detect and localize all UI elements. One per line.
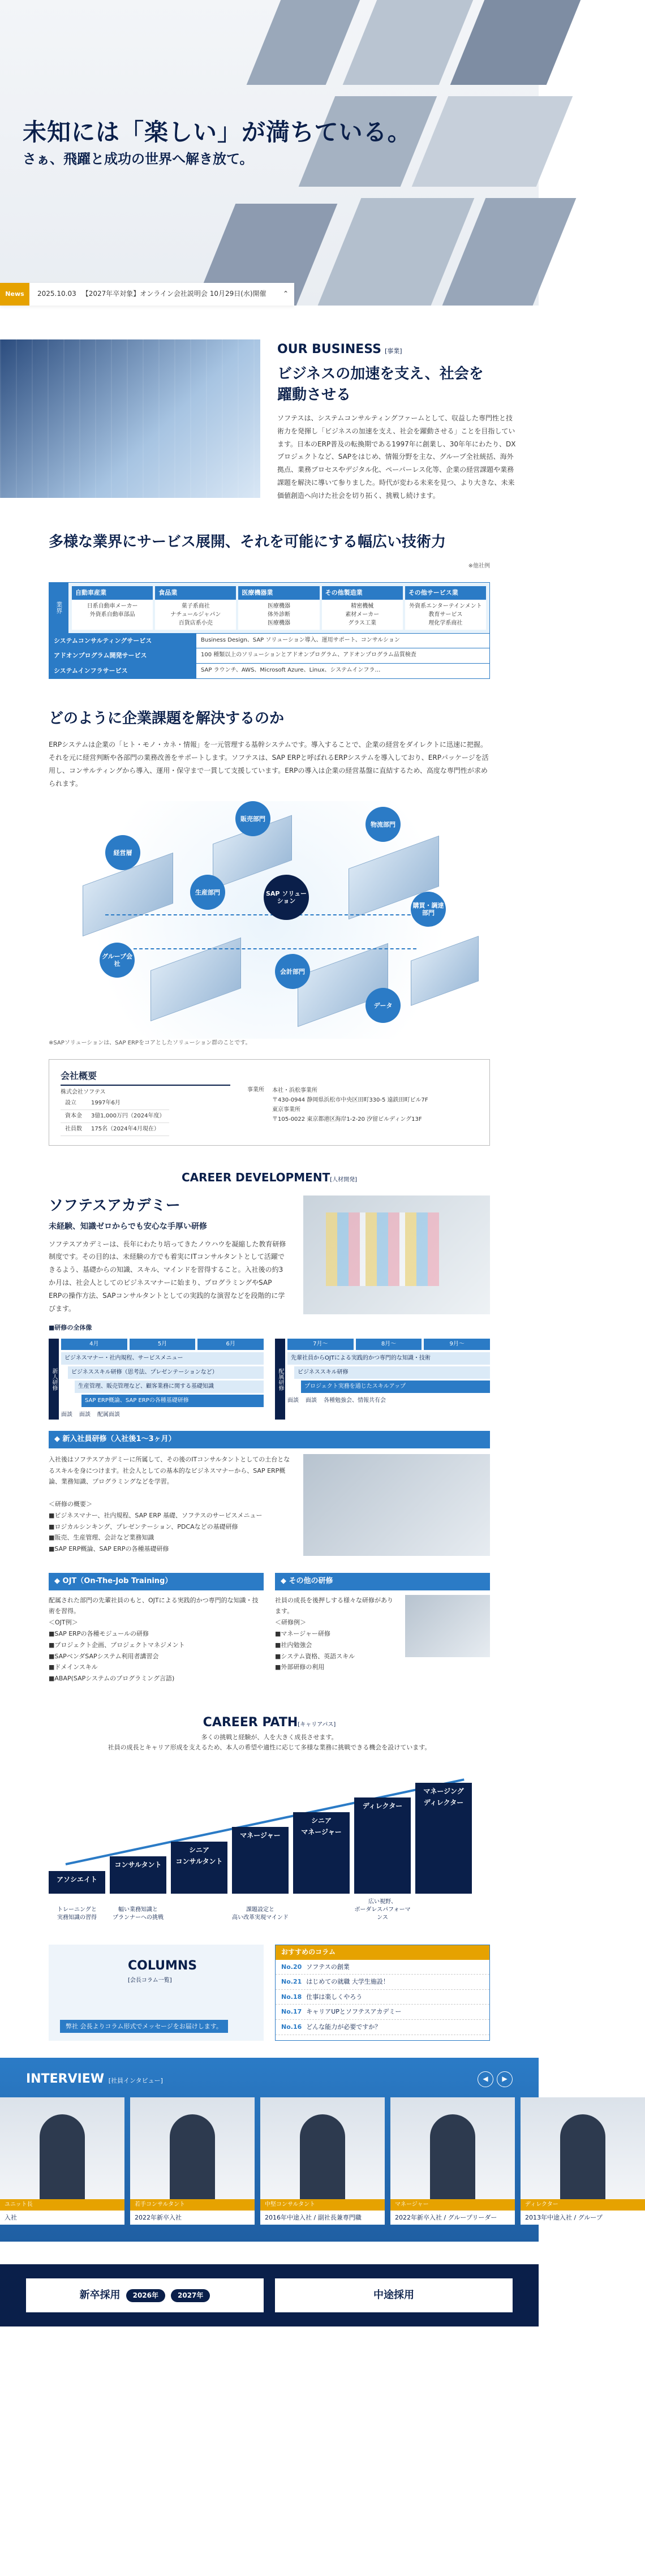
career-step <box>171 1842 227 1894</box>
company-row-value: 175名（2024年4月現在） <box>87 1123 169 1136</box>
career-path-section <box>49 1713 490 1933</box>
other-training-image <box>405 1595 490 1657</box>
interview-year: 2022年新卒入社 <box>135 2213 182 2221</box>
prev-arrow-icon[interactable]: ◀ <box>478 2071 493 2087</box>
tech-title: 多様な業界にサービス展開、それを可能にする幅広い技術力 <box>49 533 446 551</box>
schedule-foot-item: 面談 <box>287 1397 299 1404</box>
career-step-title: マネージング ディレクター <box>423 1787 464 1807</box>
service-label: アドオンプログラム開発サービス <box>49 648 196 663</box>
interview-photo <box>0 2097 124 2199</box>
column-item[interactable] <box>276 1975 489 1990</box>
company-card <box>49 1059 490 1146</box>
training-bar: 先輩社員からOJTによる実践的かつ専門的な知識・技術 <box>287 1352 490 1365</box>
interview-photo <box>521 2097 645 2199</box>
department-bubble: 物流部門 <box>366 807 401 842</box>
columns-section <box>49 1945 490 2041</box>
interview-year: 2013年中途入社 / グループ <box>525 2213 603 2221</box>
career-step-title: シニア コンサルタント <box>175 1846 223 1865</box>
business-heading: OUR BUSINESS [事業] <box>277 342 402 356</box>
column-title[interactable]: キャリアUPとソフテスアカデミー <box>306 2008 402 2016</box>
training-bar: ビジネススキル研修 <box>294 1366 490 1379</box>
industry-list <box>68 583 489 633</box>
hero-title: 未知には「楽しい」が満ちている。 <box>23 118 412 146</box>
news-bar[interactable] <box>0 283 294 306</box>
city-illustration <box>150 937 241 1021</box>
service-label: システムインフラサービス <box>49 664 196 678</box>
career-path-desc1: 多くの挑戦と経験が、人を大きく成長させます。 <box>201 1734 338 1741</box>
interview-role: 中堅コンサルタント <box>260 2199 385 2211</box>
interview-year: 2022年新卒入社 / グループリーダー <box>395 2213 497 2221</box>
company-row-value: 1997年6月 <box>87 1097 169 1110</box>
column-title[interactable]: どんな能力が必要ですか？ <box>306 2023 381 2031</box>
hero <box>0 0 539 306</box>
schedule-left-tag: 新人研修 <box>49 1339 59 1420</box>
interview-photo <box>260 2097 385 2199</box>
column-number: No.21 <box>281 1978 302 1986</box>
month-label: 5月 <box>130 1339 196 1350</box>
schedule-foot-item: 配属面談 <box>97 1412 120 1418</box>
department-bubble: 生産部門 <box>190 875 225 910</box>
career-path-desc2: 社員の成長とキャリア形成を支えるため、本人の希望や適性に応じて多様な業務に挑戦できる機会を設けています。 <box>108 1743 431 1751</box>
service-row <box>49 648 489 663</box>
service-value: 100 種類以上のソリューションとアドオンプログラム、アドオンプログラム品質検査 <box>196 648 489 663</box>
schedule-foot-item: 面談 <box>306 1397 317 1404</box>
career-step <box>293 1812 350 1894</box>
career-step <box>232 1827 289 1894</box>
columns-button[interactable]: 弊社 会長よりコラム形式でメッセージをお届けします。 <box>60 2020 228 2033</box>
month-label: 6月 <box>197 1339 264 1350</box>
column-number: No.16 <box>281 2023 302 2031</box>
career-step <box>354 1797 411 1894</box>
interview-card[interactable] <box>0 2097 124 2225</box>
chevron-up-icon[interactable]: ⌃ <box>282 290 289 298</box>
new-grad-button[interactable]: 新卒採用 2026年 2027年 <box>26 2278 264 2312</box>
column-item[interactable] <box>276 1990 489 2005</box>
career-steps <box>49 1764 490 1933</box>
newhire-image <box>303 1454 490 1556</box>
next-arrow-icon[interactable]: ▶ <box>497 2071 513 2087</box>
solve-body: ERPシステムは企業の「ヒト・モノ・カネ・情報」を一元管理する基幹システムです。導入することで、企業の経営をダイレクトに迅速に把握。それを元に経営判断や各部門の業務改善をサポートします。ソフテスは、SAP ERPと呼ばれるERPシステムを導入しており、ERPパッケージを活用し、コンサルティングから導入、運用・保守まで一貫して支援しています。ERPの導入は企業の経営基盤に直結するため、高度な専門性が求められます。 <box>49 741 489 788</box>
newhire-title: ◆ 新入社員研修（入社後1〜3ヶ月） <box>49 1431 490 1448</box>
academy-title: ソフテスアカデミー <box>49 1197 180 1214</box>
news-tag: News <box>0 283 29 306</box>
career-step <box>415 1783 472 1894</box>
training-bar: プロジェクト実務を通じたスキルアップ <box>301 1381 490 1393</box>
interview-card[interactable] <box>390 2097 515 2225</box>
service-row <box>49 633 489 648</box>
columns-box[interactable] <box>49 1945 264 2041</box>
service-label: システムコンサルティングサービス <box>49 634 196 648</box>
news-date: 2025.10.03 <box>37 290 76 298</box>
column-item[interactable] <box>276 1960 489 1975</box>
tech-table <box>49 582 490 678</box>
column-item[interactable] <box>276 2020 489 2035</box>
training-bar: 生産管理、販売管理など、顧客業務に関する基礎知識 <box>75 1381 264 1393</box>
hero-photo <box>450 0 586 85</box>
company-name: 株式会社ソフテス <box>61 1089 106 1095</box>
career-step <box>110 1856 166 1894</box>
business-image <box>0 339 260 498</box>
career-step-title: アソシエイト <box>56 1876 97 1884</box>
mid-career-button[interactable]: 中途採用 <box>275 2278 513 2312</box>
department-bubble: 経営層 <box>105 835 140 870</box>
service-value: Business Design、SAP ソリューション導入、運用サポート、コンサルション <box>196 634 489 648</box>
department-bubble: グループ会社 <box>100 943 135 978</box>
industry-desc: 精密機械 素材メーカー グラス工業 <box>345 603 380 626</box>
interview-role: 若手コンサルタント <box>130 2199 255 2211</box>
industry-card <box>238 586 319 630</box>
company-row <box>61 1097 169 1110</box>
department-bubble: 会計部門 <box>275 954 310 989</box>
locations-label: 事業所 <box>247 1087 264 1094</box>
department-bubble: データ <box>366 988 401 1023</box>
career-step-title: マネージャー <box>240 1831 281 1840</box>
erp-illustration <box>49 801 490 1039</box>
schedule-foot-item: 面談 <box>79 1412 91 1418</box>
career-step-caption: トレーニングと 実務知識の習得 <box>57 1907 97 1921</box>
locations-text: 本社・浜松事業所 〒430-0944 静岡県浜松市中央区田町330-5 遠鉄田町ビル7F 東京事業所 〒105-0022 東京都港区海岸1-2-20 汐留ビルディング13F <box>272 1087 428 1123</box>
career-step-title: コンサルタント <box>114 1861 162 1869</box>
newhire-body: 入社後はソフテスアカデミーに所属して、その後のITコンサルタントとしての土台となるスキルを身につけます。社会人としての基本的なビジネスマナーから、SAP ERP概論、業務知識、プログラミングなどを学習。 ＜研修の概要＞ ■ビジネスマナー、社内規程、SAP ERP 基礎、ソフテスのサービスメニュー ■ロジカルシンキング、プレゼンテーション、PDCAなどの基礎研修 ■販売、生産管理、会計など業務知識 ■SAP ERP概論、SAP ERPの各種基礎研修 <box>49 1455 290 1553</box>
company-row-value: 3億1,000万円（2024年度） <box>87 1109 169 1123</box>
career-dev-section <box>49 1168 490 1684</box>
column-title[interactable]: 仕事は楽しくやろう <box>306 1993 363 2001</box>
company-title: 会社概要 <box>61 1069 230 1086</box>
career-path-heading: CAREER PATH[キャリアパス] <box>203 1715 336 1730</box>
interview-card[interactable] <box>521 2097 645 2225</box>
interview-card[interactable] <box>260 2097 385 2225</box>
career-step-caption: 幅い業務知識と プランナーへの挑戦 <box>113 1907 164 1921</box>
department-bubble: 購買・調達部門 <box>411 892 446 927</box>
interview-role: ユニット長 <box>0 2199 124 2211</box>
service-value: SAP ラウンチ、AWS、Microsoft Azure、Linux、システムインフラ… <box>196 664 489 678</box>
career-step <box>49 1871 105 1894</box>
company-row-key: 設立 <box>61 1097 87 1110</box>
hero-subtitle: さぁ、飛躍と成功の世界へ解き放て。 <box>23 151 253 167</box>
columns-sub: [会長コラム一覧] <box>128 1977 172 1984</box>
ojt-body: 配属された部門の先輩社員のもと、OJTによる実践的かつ専門的な知識・技術を習得。 ＜OJT例＞ ■SAP ERPの各種モジュールの研修 ■プロジェクト企画、プロジェクトマネジメント ■SAPベンダSAPシステム利用者講習会 ■ドメインスキル ■ABAP(SAPシステムのプログラミング言語) <box>49 1596 259 1683</box>
solve-note: ※SAPソリューションは、SAP ERPをコアとしたソリューション群のことです。 <box>49 1040 251 1047</box>
year-2026-button[interactable]: 2026年 <box>126 2289 165 2302</box>
industry-desc: 外資系エンターテインメント 教育サービス 理化学系商社 <box>409 603 482 626</box>
column-item[interactable] <box>276 2005 489 2020</box>
recommended-title: おすすめのコラム <box>276 1945 489 1959</box>
schedule-label: ■研修の全体像 <box>49 1324 92 1332</box>
interview-photo <box>390 2097 515 2199</box>
month-label: 8月〜 <box>356 1339 422 1350</box>
industry-card <box>72 586 153 630</box>
interview-role: ディレクター <box>521 2199 645 2211</box>
service-row <box>49 663 489 678</box>
department-bubble: 販売部門 <box>235 801 270 836</box>
training-bar: ビジネススキル研修（思考法、プレゼンテーションなど） <box>68 1366 264 1379</box>
year-2027-button[interactable]: 2027年 <box>171 2289 210 2302</box>
industry-name: その他サービス業 <box>405 586 486 600</box>
training-bar: ビジネスマナー・社内規程、サービスメニュー <box>61 1352 264 1365</box>
industry-card <box>405 586 486 630</box>
business-body: ソフテスは、システムコンサルティングファームとして、収益した専門性と技術力を発揮し「ビジネスの加速を支え、社会を躍動させる」ことを目指しています。日本のERP普及の転換期である1997年に創業し、30年年にわたり、DXプロジェクトなど、SAPをはじめ、情報分野を主な、グループ全社統括、海外拠点、業務プロセスやデジタル化、ペーパーレス化等、企業の経営課題や業務課題を解決に導いて参りました。時代が変わる未来を見つ、より大きな、未来価値創造へ向けた社会を切り拓く、挑戦し続けます。 <box>277 414 516 500</box>
column-number: No.18 <box>281 1993 302 2001</box>
recommended-columns <box>275 1945 490 2041</box>
interview-section <box>0 2058 603 2242</box>
interview-year: 入社 <box>5 2213 17 2221</box>
company-row <box>61 1109 169 1123</box>
month-label: 4月 <box>61 1339 127 1350</box>
career-step-caption: 課題設定と 高い改革実現マインド <box>232 1907 289 1921</box>
industry-desc: 菓子系商社 ナチュールジャパン 百貨店系小売 <box>170 603 221 626</box>
industry-desc: 日系自動車メーカー 外資系自動車部品 <box>87 603 138 618</box>
career-step-title: ディレクター <box>362 1802 403 1810</box>
schedule-foot-item: 面談 <box>61 1412 72 1418</box>
industry-desc: 医療機器 体外診断 医療機器 <box>268 603 290 626</box>
column-number: No.20 <box>281 1963 302 1971</box>
career-step-caption: 広い視野、 ボーダレスパフォーマンス <box>354 1899 411 1921</box>
academy-image <box>303 1195 490 1314</box>
interview-photo <box>130 2097 255 2199</box>
tech-section <box>49 531 490 679</box>
solve-section <box>49 707 490 1048</box>
company-row-key: 資本金 <box>61 1109 87 1123</box>
company-row <box>61 1123 169 1136</box>
interview-year: 2016年中途入社 / 副社長兼専門職 <box>265 2213 362 2221</box>
industry-name: 自動車産業 <box>72 586 153 600</box>
interview-card[interactable] <box>130 2097 255 2225</box>
hero-photo <box>412 96 573 187</box>
ojt-title: ◆ OJT（On-The-Job Training） <box>49 1573 264 1590</box>
column-title[interactable]: ソフテスの創業 <box>306 1963 350 1971</box>
industry-card <box>322 586 403 630</box>
recruit-footer <box>0 2264 539 2326</box>
company-table <box>61 1097 169 1136</box>
company-row-key: 社員数 <box>61 1123 87 1136</box>
tech-side-label: 業界 <box>49 583 68 633</box>
interview-role: マネージャー <box>390 2199 515 2211</box>
academy-subtitle: 未経験、知識ゼロからでも安心な手厚い研修 <box>49 1222 207 1232</box>
column-title[interactable]: はじめての就職 大学生施設！ <box>306 1978 389 1986</box>
training-schedule <box>49 1339 490 1420</box>
interview-title: INTERVIEW [社員インタビュー] <box>26 2072 163 2087</box>
tech-note: ※他社例 <box>468 563 490 570</box>
solve-title: どのように企業課題を解決するのか <box>49 709 285 727</box>
other-training-body: 社員の成長を後押しする様々な研修があります。 ＜研修例＞ ■マネージャー研修 ■社内勉強会 ■システム資格、英語スキル ■外部研修の利用 <box>275 1596 393 1671</box>
schedule-foot-item: 各種勉強会、情報共有会 <box>324 1397 386 1404</box>
training-bar: SAP ERP概論、SAP ERPの各種基礎研修 <box>81 1395 264 1407</box>
other-training-title: ◆ その他の研修 <box>275 1573 490 1590</box>
academy-body: ソフテスアカデミーは、長年にわたり培ってきたノウハウを凝縮した教育研修制度です。その目的は、未経験の方でも着実にITコンサルタントとして活躍できるよう、基礎からの知識、スキル、マインドを習得すること。入社後の約3か月は、社会人としてのビジネスマナーに始まり、プログラミングやSAP ERPの操作方法、SAPコンサルタントとしての実践的な演習などを段階的に学びます。 <box>49 1240 286 1313</box>
industry-name: その他製造業 <box>322 586 403 600</box>
columns-title: COLUMNS <box>128 1959 197 1973</box>
industry-name: 医療機器業 <box>238 586 319 600</box>
column-number: No.17 <box>281 2008 302 2016</box>
industry-name: 食品業 <box>155 586 236 600</box>
schedule-right-tag: 配属研修 <box>275 1339 285 1420</box>
industry-card <box>155 586 236 630</box>
month-label: 7月〜 <box>287 1339 354 1350</box>
month-label: 9月〜 <box>424 1339 490 1350</box>
department-bubble: SAP ソリューション <box>264 875 309 920</box>
business-title: ビジネスの加速を支え、社会を 躍動させる <box>277 365 484 403</box>
news-text[interactable]: 【2027年卒対象】オンライン会社説明会 10月29日(水)開催 <box>81 290 266 298</box>
hero-photo <box>247 0 365 85</box>
career-dev-heading: CAREER DEVELOPMENT[人材開発] <box>181 1170 358 1184</box>
career-step-title: シニア マネージャー <box>301 1817 342 1836</box>
store-illustration <box>411 936 479 1006</box>
business-section <box>0 306 539 502</box>
